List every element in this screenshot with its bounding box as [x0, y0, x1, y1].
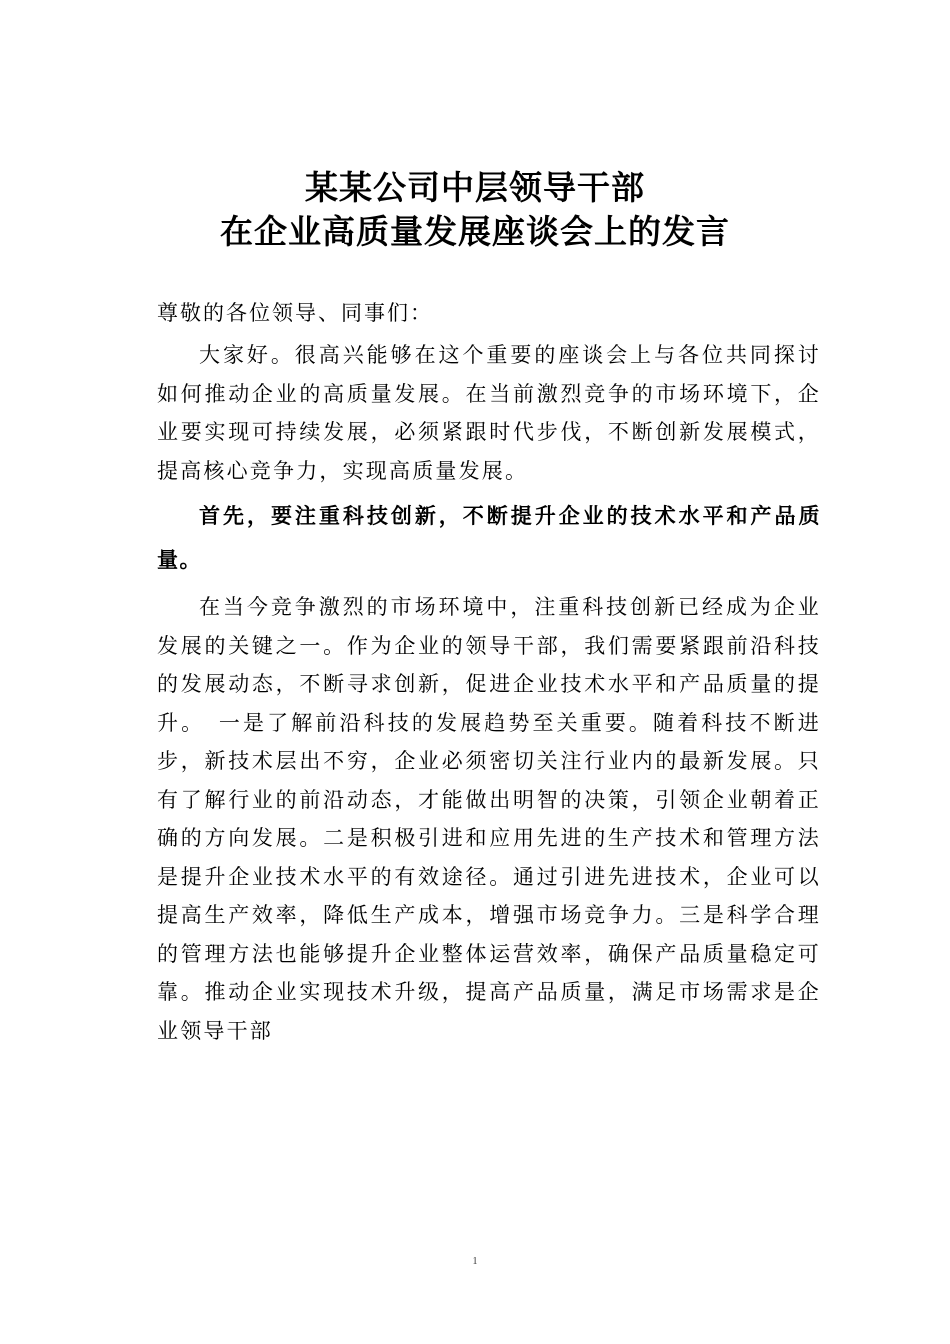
title-line-2: 在企业高质量发展座谈会上的发言 [220, 212, 730, 251]
paragraph-tech-innovation: 在当今竞争激烈的市场环境中，注重科技创新已经成为企业发展的关键之一。作为企业的领导干部，我们需要紧跟前沿科技的发展动态，不断寻求创新，促进企业技术水平和产品质量的提升。 一是了解前沿科技的发展趋势至关重要。随着科技不断进步，新技术层出不穷，企业必须密切关注行业内的最新发展。只有了解行业的前沿动态，才能做出明智的决策，引领企业朝着正确的方向发展。二是积极引进和应用先进的生产技术和管理方法是提升企业技术水平的有效途径。通过引进先进技术，企业可以提高生产效率，降低生产成本，增强市场竞争力。三是科学合理的管理方法也能够提升企业整体运营效率，确保产品质量稳定可靠。推动企业实现技术升级，提高产品质量，满足市场需求是企业领导干部 [157, 595, 821, 1043]
page-number: 1 [472, 1256, 478, 1267]
document-title [0, 166, 950, 254]
document-body [157, 294, 821, 1050]
title-line-1: 某某公司中层领导干部 [305, 168, 645, 207]
section-heading-1: 首先，要注重科技创新，不断提升企业的技术水平和产品质量。 [157, 504, 821, 572]
paragraph-intro: 大家好。很高兴能够在这个重要的座谈会上与各位共同探讨如何推动企业的高质量发展。在当前激烈竞争的市场环境下，企业要实现可持续发展，必须紧跟时代步伐，不断创新发展模式，提高核心竞争力，实现高质量发展。 [157, 343, 821, 483]
salutation: 尊敬的各位领导、同事们： [157, 301, 433, 325]
